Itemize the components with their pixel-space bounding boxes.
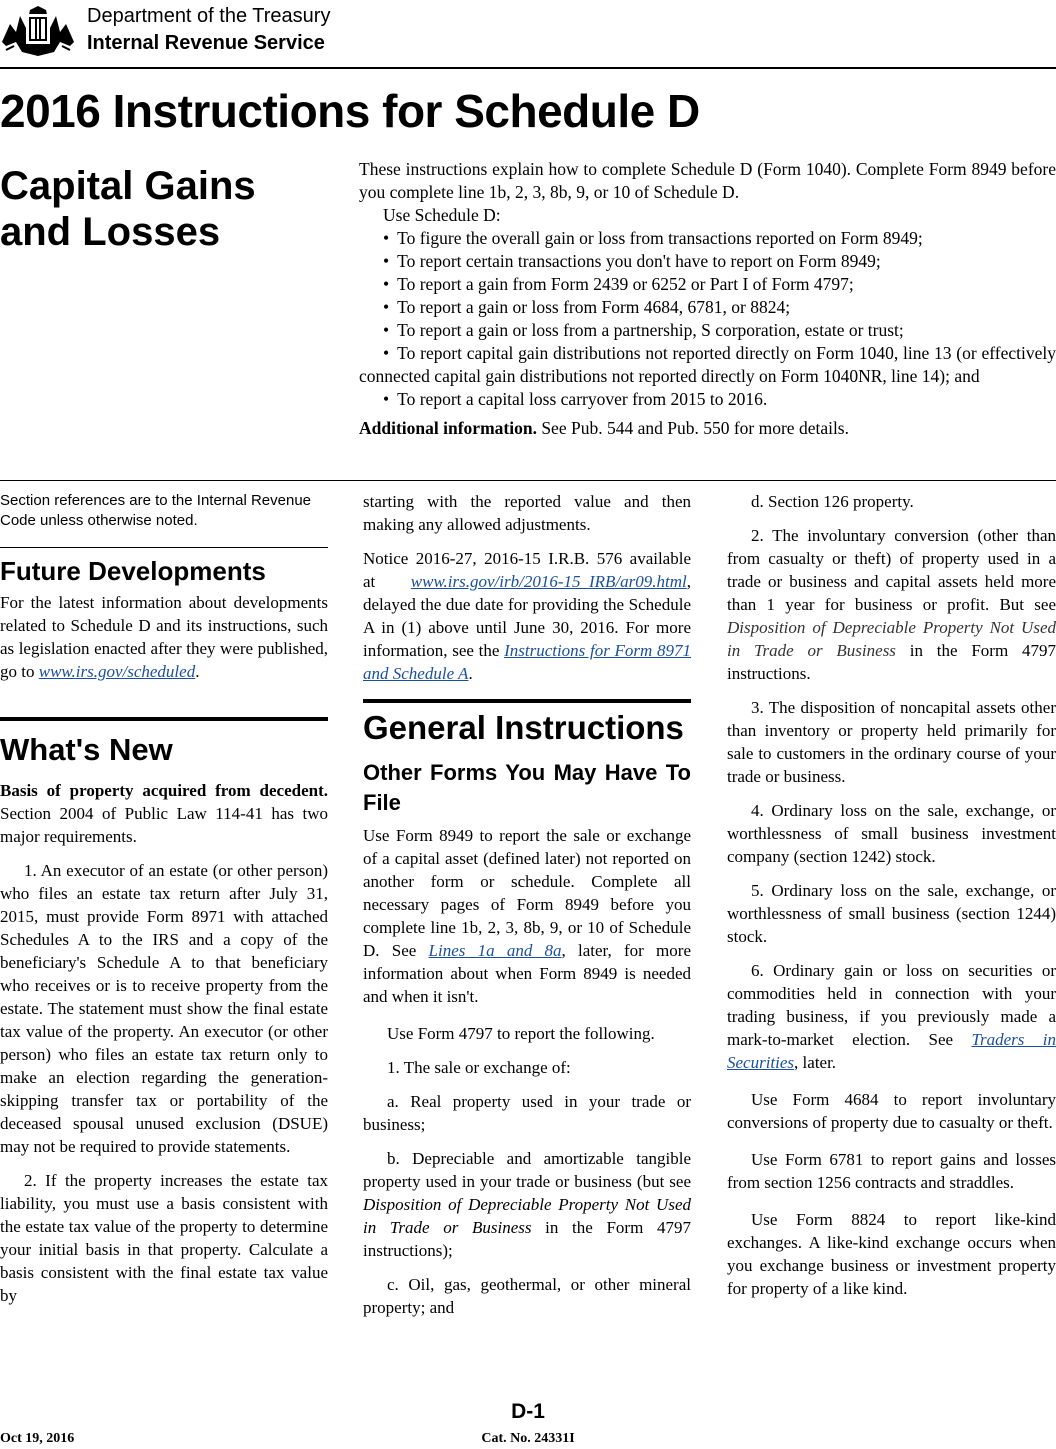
irs-eagle-logo <box>0 2 76 58</box>
column-3 <box>727 490 1056 1300</box>
bullet-icon: • <box>383 251 390 271</box>
list-item: • To report a gain or loss from a partnership, S corporation, estate or trust; <box>383 320 904 340</box>
form-8949-paragraph: Use Form 8949 to report the sale or exchange of a capital asset (defined later) not reported on another form or schedule. Complete all necessary pages of Form 8949 before you complete line 1b, 2, 3, 8b, 9, or 10 of Schedule D. See Lines 1a and 8a, later, for more information about when Form 8949 is needed and when it isn't. <box>363 826 691 1006</box>
additional-info: Additional information. See Pub. 544 and Pub. 550 for more details. <box>359 418 849 438</box>
section-note: Section references are to the Internal Revenue Code unless otherwise noted. <box>0 492 312 529</box>
item-b: b. Depreciable and amortizable tangible property used in your trade or business (but see Disposition of Depreciable Property Not Used in Trade or Business in the Form 4797 instructions); <box>363 1149 691 1260</box>
intro-paragraph: These instructions explain how to complete Schedule D (Form 1040). Complete Form 8949 before you complete line 1b, 2, 3, 8b, 9, or 10 of Schedule D. <box>359 159 1056 202</box>
general-instructions-heading: General Instructions <box>363 709 684 746</box>
form-8971-link[interactable]: Instructions for Form 8971 and Schedule A <box>363 641 691 683</box>
document-title: 2016 Instructions for Schedule D <box>0 85 700 137</box>
item-3: 3. The disposition of noncapital assets other than inventory or property held primarily for sale to customers in the ordinary course of your trade or business. <box>727 698 1056 786</box>
item-1: 1. An executor of an estate (or other person) who files an estate tax return after July 31, 2015, must provide Form 8971 with attached Schedules A to the IRS and a copy of the beneficiary's Schedule A to that beneficiary who receives or is to receive property from the estate. The statement must show the final estate tax value of the property. An executor (or other person) who files an estate tax return only to make an election regarding the generation-skipping transfer tax or portability of the deceased spousal unused exclusion (DSUE) may not be required to provide statements. <box>0 861 328 1156</box>
section-rule <box>0 480 1056 481</box>
item-2: 2. If the property increases the estate tax liability, you must use a basis consistent with the estate tax value of the property to determine your initial basis in that property. Calculate a basis consistent with the final estate tax value by <box>0 1171 328 1305</box>
intro-block <box>359 158 1056 440</box>
form-6781-paragraph: Use Form 6781 to report gains and losses from section 1256 contracts and straddles. <box>727 1150 1056 1192</box>
list-item: • To report a gain from Form 2439 or 6252 or Part I of Form 4797; <box>383 274 854 294</box>
divider <box>0 547 328 548</box>
form-4797-paragraph: Use Form 4797 to report the following. <box>387 1024 655 1043</box>
form-8824-paragraph: Use Form 8824 to report like-kind exchanges. A like-kind exchange occurs when you exchange business or investment property for property of a like kind. <box>727 1210 1056 1298</box>
list-item: • To report a capital loss carryover from 2015 to 2016. <box>383 389 768 409</box>
item-2: 2. The involuntary conversion (other than from casualty or theft) of property used in a trade or business and capital assets held more than 1 year for business or profit. But see Disposition of Depreciable Property Not Used in Trade or Business in the Form 4797 instructions. <box>727 526 1056 683</box>
future-developments-heading: Future Developments <box>0 556 266 586</box>
irb-link[interactable]: www.irs.gov/irb/2016-15_IRB/ar09.html <box>410 572 687 591</box>
traders-in-securities-link[interactable]: Traders in Securities <box>727 1030 1056 1072</box>
column-2 <box>363 490 691 1319</box>
list-item: • To report a gain or loss from Form 4684, 6781, or 8824; <box>383 297 791 317</box>
item-1: 1. The sale or exchange of: <box>387 1058 571 1077</box>
bullet-icon: • <box>383 389 390 409</box>
scheduled-link[interactable]: www.irs.gov/scheduled <box>38 662 196 681</box>
lines-1a-8a-link[interactable]: Lines 1a and 8a <box>428 941 562 960</box>
column-1 <box>0 490 328 1307</box>
revision-date: Oct 19, 2016 <box>0 1431 75 1446</box>
whats-new-heading: What's New <box>0 732 173 767</box>
use-schedule-label: Use Schedule D: <box>383 205 501 225</box>
bullet-icon: • <box>383 274 390 294</box>
document-header <box>0 0 1056 64</box>
divider <box>0 717 328 721</box>
bullet-icon: • <box>383 320 390 340</box>
catalog-number: Cat. No. 24331I <box>481 1431 575 1446</box>
divider <box>363 699 691 703</box>
use-list <box>359 227 1056 411</box>
item-6: 6. Ordinary gain or loss on securities or commodities held in connection with your trading business, if you previously made a mark-to-market election. See Traders in Securities, later. <box>727 961 1056 1072</box>
item-5: 5. Ordinary loss on the sale, exchange, or worthlessness of small business (section 1244) stock. <box>727 881 1056 946</box>
agency-name: Internal Revenue Service <box>87 32 325 54</box>
page-number: D-1 <box>511 1400 545 1423</box>
list-item: • To report capital gain distributions not reported directly on Form 1040, line 13 (or effectively connected capital gain distributions not reported directly on Form 1040NR, line 14); and <box>359 343 1056 386</box>
bullet-icon: • <box>383 343 390 363</box>
other-forms-heading: Other Forms You May Have To File <box>363 760 691 815</box>
bullet-icon: • <box>383 297 390 317</box>
notice-paragraph: Notice 2016-27, 2016-15 I.R.B. 576 available at www.irs.gov/irb/2016-15_IRB/ar09.html, delayed the due date for providing the Schedule A in (1) above until June 30, 2016. For more information, see the Instructions for Form 8971 and Schedule A. <box>363 549 691 683</box>
item-c: c. Oil, gas, geothermal, or other mineral property; and <box>363 1275 691 1317</box>
form-4684-paragraph: Use Form 4684 to report involuntary conversions of property due to casualty or theft. <box>727 1090 1056 1132</box>
item-d: d. Section 126 property. <box>751 492 914 511</box>
item-a: a. Real property used in your trade or business; <box>363 1092 691 1134</box>
list-item: • To figure the overall gain or loss from transactions reported on Form 8949; <box>383 228 923 248</box>
list-item: • To report certain transactions you don't have to report on Form 8949; <box>383 251 881 271</box>
department-name: Department of the Treasury <box>87 5 331 27</box>
basis-paragraph: Basis of property acquired from decedent. Section 2004 of Public Law 114-41 has two major requirements. <box>0 781 328 846</box>
continued-text: starting with the reported value and then making any allowed adjustments. <box>363 492 691 534</box>
document-subtitle: Capital Gains and Losses <box>0 164 256 254</box>
future-developments-text: For the latest information about developments related to Schedule D and its instructions, such as legislation enacted after they were published, go to www.irs.gov/scheduled. <box>0 593 328 681</box>
item-4: 4. Ordinary loss on the sale, exchange, or worthlessness of small business investment company (section 1242) stock. <box>727 801 1056 866</box>
header-rule <box>0 67 1056 69</box>
bullet-icon: • <box>383 228 390 248</box>
